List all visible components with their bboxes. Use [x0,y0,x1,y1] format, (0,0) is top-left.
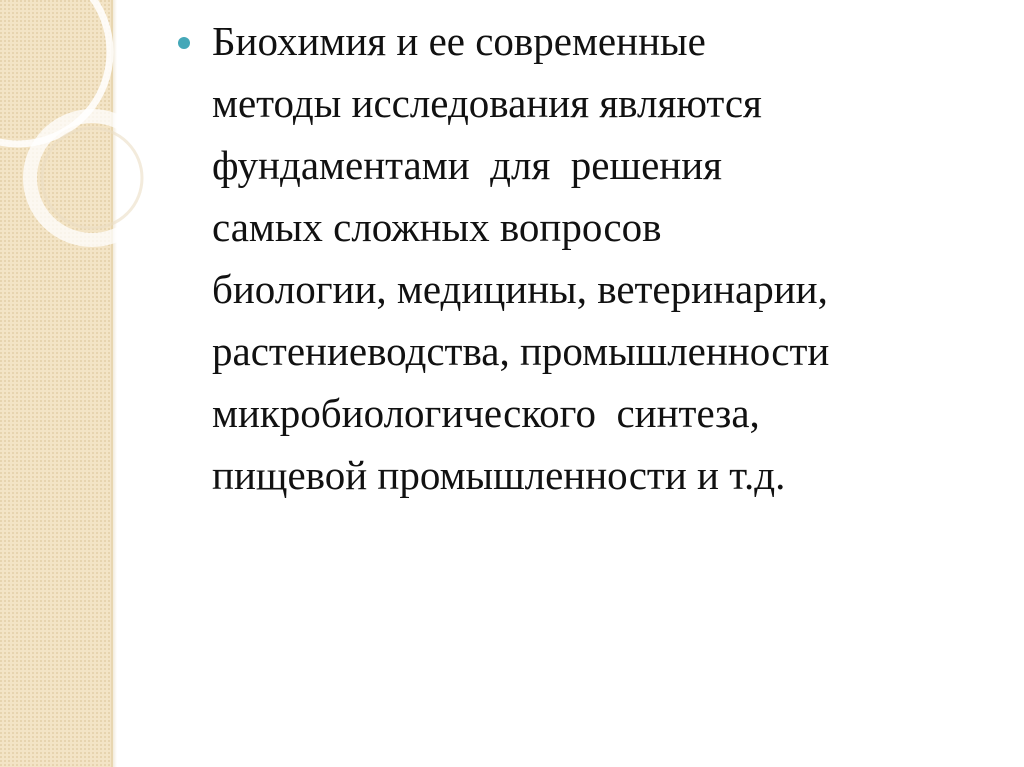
bullet-line-8: пищевой промышленности и т.д. [212,452,786,498]
bullet-item [178,10,1008,506]
bullet-text [212,10,1008,506]
bullet-line-7: микробиологического синтеза, [212,390,760,436]
bullet-line-4: самых сложных вопросов [212,204,662,250]
decorative-circle-small-inner [42,128,142,228]
slide-body [178,10,1008,506]
bullet-line-1: Биохимия и ее современные [212,18,706,64]
bullet-line-5: биологии, медицины, ветеринарии, [212,266,828,312]
bullet-line-3: фундаментами для решения [212,142,723,188]
bullet-line-6: растениеводства, промышленности [212,328,830,374]
decorative-circles [0,0,200,300]
bullet-dot-icon [178,37,190,49]
bullet-line-2: методы исследования являются [212,80,762,126]
decorative-circle-small [30,116,154,240]
